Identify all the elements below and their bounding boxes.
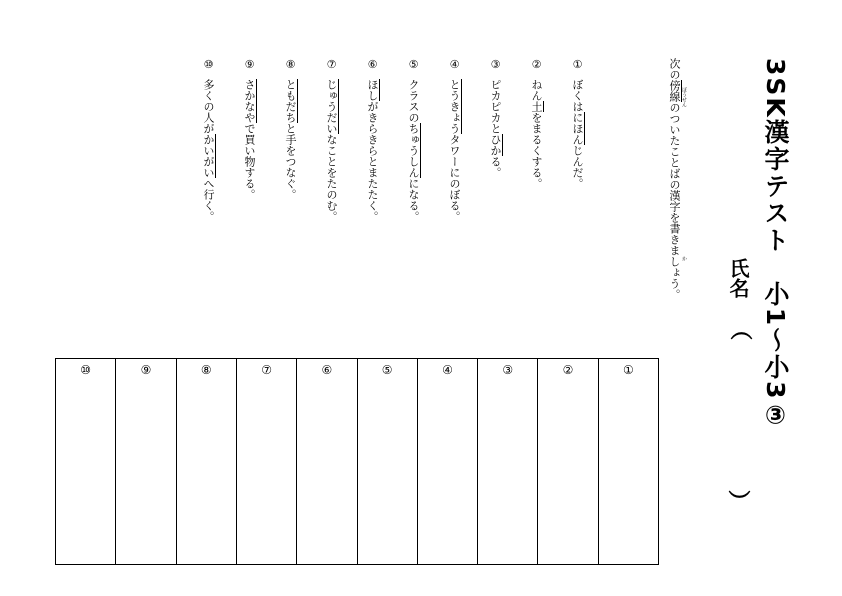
answer-box-number: ③ [502,363,514,377]
question-number: ⑥ [366,58,379,71]
question-pre: ピカピカと [489,79,502,134]
answer-box-3[interactable] [477,359,537,564]
answer-box-6[interactable] [296,359,356,564]
furigana-ka: か [681,256,687,261]
answer-box-9[interactable] [115,359,175,564]
question-target: ほし [366,79,379,101]
question-pre: クラスの [407,79,420,123]
question-post: と手をつなぐ。 [284,123,297,200]
question-number: ③ [489,58,502,71]
question-number: ⑧ [284,58,297,71]
question-10 [201,58,215,222]
question-post: がきらきらとまたたく。 [366,101,379,222]
answer-box-number: ⑧ [200,363,212,377]
name-label: 氏名 [726,258,750,298]
answer-box-number: ⑥ [321,363,333,377]
answer-box-2[interactable] [537,359,597,564]
instruction-underlined: 傍線 [668,80,681,102]
instruction [667,58,681,300]
question-pre: ねん [530,79,543,101]
question-2 [529,58,543,189]
question-post: で買い物する。 [243,123,256,200]
question-post: をまるくする。 [530,112,543,189]
answer-box-number: ⑤ [381,363,393,377]
question-4 [447,58,461,222]
question-target: ともだち [284,79,297,123]
question-post: タワーにのぼる。 [448,134,461,222]
answer-box-number: ⑩ [80,363,92,377]
question-number: ② [530,58,543,71]
question-target: じゅうだい [325,79,338,134]
question-number: ⑦ [325,58,338,71]
answer-box-4[interactable] [417,359,477,564]
question-8 [283,58,297,200]
question-post: なことをたのむ。 [325,134,338,222]
question-target: ひか [489,134,502,156]
question-post: る。 [489,156,502,178]
question-number: ① [571,58,584,71]
answer-box-10[interactable] [56,359,115,564]
name-paren-open: （ [727,318,752,340]
answer-box-number: ⑨ [140,363,152,377]
question-number: ⑩ [202,58,215,71]
question-9 [242,58,256,200]
answer-sheet [55,358,659,565]
question-target: さかなや [243,79,256,123]
page-title: 3SK漢字テスト 小1〜小3③ [761,58,790,432]
question-pre: ぼくは [571,79,584,112]
answer-box-number: ④ [442,363,453,377]
answer-box-7[interactable] [236,359,296,564]
question-3 [488,58,502,178]
question-post: へ行く。 [202,178,215,222]
question-target: 土 [530,101,543,112]
question-pre: 多くの人が [202,79,215,134]
answer-box-number: ① [622,363,634,377]
furigana-bousen: ぼうせん [681,87,687,107]
question-number: ⑤ [407,58,420,71]
instruction-pre: 次の [668,58,681,80]
answer-box-5[interactable] [357,359,417,564]
question-5 [406,58,420,222]
question-number: ④ [448,58,461,71]
question-target: ちゅうしん [407,123,420,178]
question-target: かいがい [202,134,215,178]
instruction-post: のついたことばの漢字を書きましょう。 [668,102,681,300]
name-paren-close: ） [725,490,750,512]
question-7 [324,58,338,222]
answer-box-number: ⑦ [261,363,272,377]
question-post: になる。 [407,178,420,222]
question-target: とうきょう [448,79,461,134]
question-1 [570,58,584,189]
answer-box-8[interactable] [176,359,236,564]
question-6 [365,58,379,222]
answer-box-number: ② [562,363,574,377]
question-post: じんだ。 [571,145,584,189]
answer-box-1[interactable] [598,359,658,564]
question-number: ⑨ [243,58,256,71]
question-target: にほん [571,112,584,145]
